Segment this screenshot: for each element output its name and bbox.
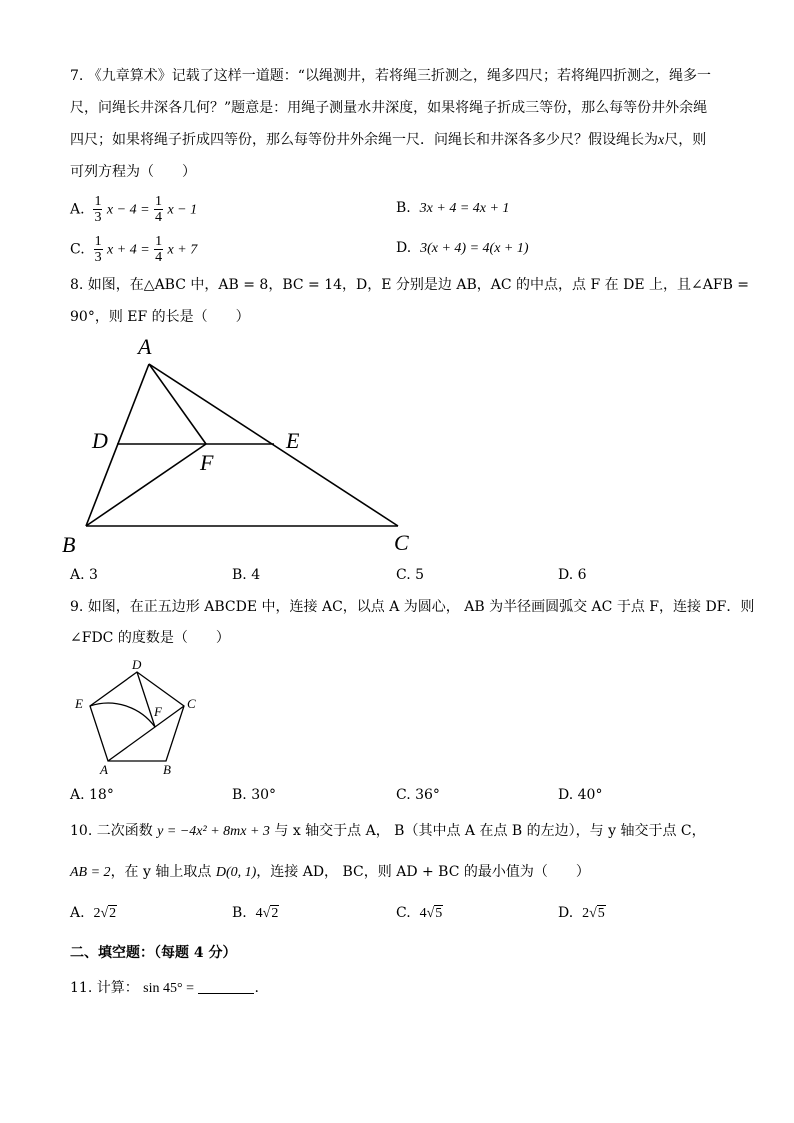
q8-option-c[interactable]: C. 5 — [396, 567, 425, 583]
q10-text-line-1: 10. 二次函数 y = −4x² + 8mx + 3 与 x 轴交于点 A， B（其中点 A 在点 B 的左边），与 y 轴交于点 C， — [70, 823, 706, 839]
sqrt: √2 — [262, 906, 279, 921]
q7-text-line-3: 四尺；如果将绳子折成四等份，那么每等份井外余绳一尺．问绳长和井深各多少尺？假设绳长为x尺，则 — [70, 132, 707, 148]
label-a: A — [138, 334, 152, 359]
section-2-title: 二、填空题：（每题 4 分） — [70, 945, 237, 961]
q7-option-b[interactable]: B. 3x + 4 = 4x + 1 — [396, 200, 510, 216]
label-f: F — [200, 450, 214, 475]
segment-df — [137, 672, 155, 727]
q9-option-c[interactable]: C. 36° — [396, 787, 440, 803]
q8-triangle-figure — [60, 330, 420, 562]
q8-option-d[interactable]: D. 6 — [558, 567, 587, 583]
fraction: $\frac{1}{4}$ — [155, 234, 163, 265]
q7-text-line-2: 尺，问绳长井深各几何？”题意是：用绳子测量水井深度，如果将绳子折成三等份，那么每等份井外余绳 — [70, 100, 708, 116]
q9-option-d[interactable]: D. 40° — [558, 787, 603, 803]
q8-option-a[interactable]: A. 3 — [70, 567, 98, 583]
q10-text-line-2: AB = 2，在 y 轴上取点 D(0, 1)，连接 AD， BC，则 AD + BC 的最小值为（ ） — [70, 864, 590, 880]
label-e: E — [286, 428, 300, 453]
q8-text-line-2: 90°，则 EF 的长是（ ） — [70, 309, 250, 325]
label-e: E — [75, 696, 83, 711]
segment-ac — [149, 364, 398, 526]
arc-ef — [90, 703, 155, 727]
label-c: C — [394, 530, 409, 555]
q10-option-c[interactable]: C. 4√5 — [396, 903, 443, 924]
fraction: $\frac{1}{3}$ — [94, 194, 102, 225]
fraction: $\frac{1}{4}$ — [154, 194, 162, 225]
segment-bf — [86, 444, 206, 526]
label-f: F — [154, 704, 162, 719]
q9-text-line-1: 9. 如图，在正五边形 ABCDE 中，连接 AC，以点 A 为圆心， AB 为半径画圆弧交 AC 于点 F，连接 DF．则 — [70, 599, 755, 615]
q7-option-a[interactable]: A. $\frac{1}{3}$ x − 4 = $\frac{1}{4}$ x − 1 — [70, 194, 198, 225]
q9-text-line-2: ∠FDC 的度数是（ ） — [70, 630, 230, 646]
q9-pentagon-figure — [66, 655, 206, 780]
segment-ac — [108, 706, 184, 761]
q10-option-d[interactable]: D. 2√5 — [558, 903, 606, 924]
q10-option-a[interactable]: A. 2√2 — [70, 903, 117, 924]
label-c: C — [187, 696, 196, 711]
q9-option-b[interactable]: B. 30° — [232, 787, 277, 803]
q9-option-a[interactable]: A. 18° — [70, 787, 114, 803]
fraction: $\frac{1}{3}$ — [94, 234, 102, 265]
q11-text: 11. 计算： sin 45° = . — [70, 980, 259, 996]
sqrt: √5 — [426, 906, 443, 921]
segment-af — [149, 364, 206, 444]
answer-blank[interactable] — [198, 979, 254, 994]
q7-option-d[interactable]: D. 3(x + 4) = 4(x + 1) — [396, 240, 529, 256]
label-a: A — [100, 762, 108, 777]
q8-option-b[interactable]: B. 4 — [232, 567, 261, 583]
q8-text-line-1: 8. 如图，在△ABC 中，AB = 8，BC = 14，D，E 分别是边 AB，AC 的中点，点 F 在 DE 上，且∠AFB = — [70, 277, 750, 293]
sqrt: √2 — [100, 906, 117, 921]
label-b: B — [62, 532, 76, 557]
sqrt: √5 — [589, 906, 605, 921]
label-d: D — [132, 657, 142, 672]
label-b: B — [163, 762, 171, 777]
q7-option-c[interactable]: C. $\frac{1}{3}$ x + 4 = $\frac{1}{4}$ x + 7 — [70, 234, 198, 265]
q10-option-b[interactable]: B. 4√2 — [232, 903, 279, 924]
label-d: D — [92, 428, 108, 453]
q7-text-line-1: 7. 《九章算术》记载了这样一道题：“以绳测井，若将绳三折测之，绳多四尺；若将绳四折测之，绳多一 — [70, 68, 711, 84]
q7-text-line-4: 可列方程为（ ） — [70, 164, 196, 180]
